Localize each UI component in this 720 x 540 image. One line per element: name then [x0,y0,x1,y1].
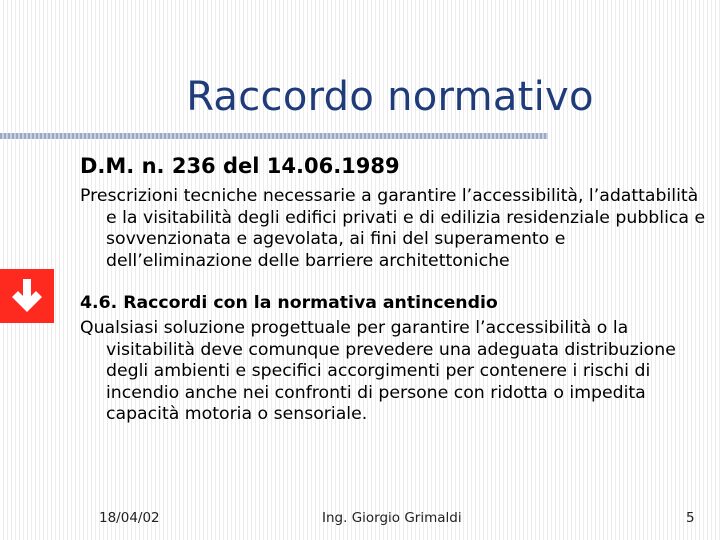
title-divider [0,133,548,139]
footer-date: 18/04/02 [99,510,160,526]
next-slide-button[interactable] [0,269,54,323]
section-heading-antincendio: 4.6. Raccordi con la normativa antincendio [80,293,498,313]
slide-title: Raccordo normativo [186,74,594,120]
footer-author: Ing. Giorgio Grimaldi [322,510,462,526]
arrow-down-icon [0,269,54,323]
slide-body [80,152,710,426]
footer-page-number: 5 [686,510,695,526]
section-heading-dm236: D.M. n. 236 del 14.06.1989 [80,154,400,178]
section-text-dm236: Prescrizioni tecniche necessarie a garantire l’accessibilità, l’adattabilità e la visitabilità degli edifici privati e di edilizia residenziale pubblica e sovvenzionata e agevolata, ai fini del superamento e dell’eliminazione delle barriere architettoniche [80,186,706,271]
section-text-antincendio: Qualsiasi soluzione progettuale per garantire l’accessibilità o la visitabilità deve comunque prevedere una adeguata distribuzione degli ambienti e specifici accorgimenti per contenere i rischi di incendio anche nei confronti di persone con ridotta o impedita capacità motoria o sensoriale. [80,318,676,424]
